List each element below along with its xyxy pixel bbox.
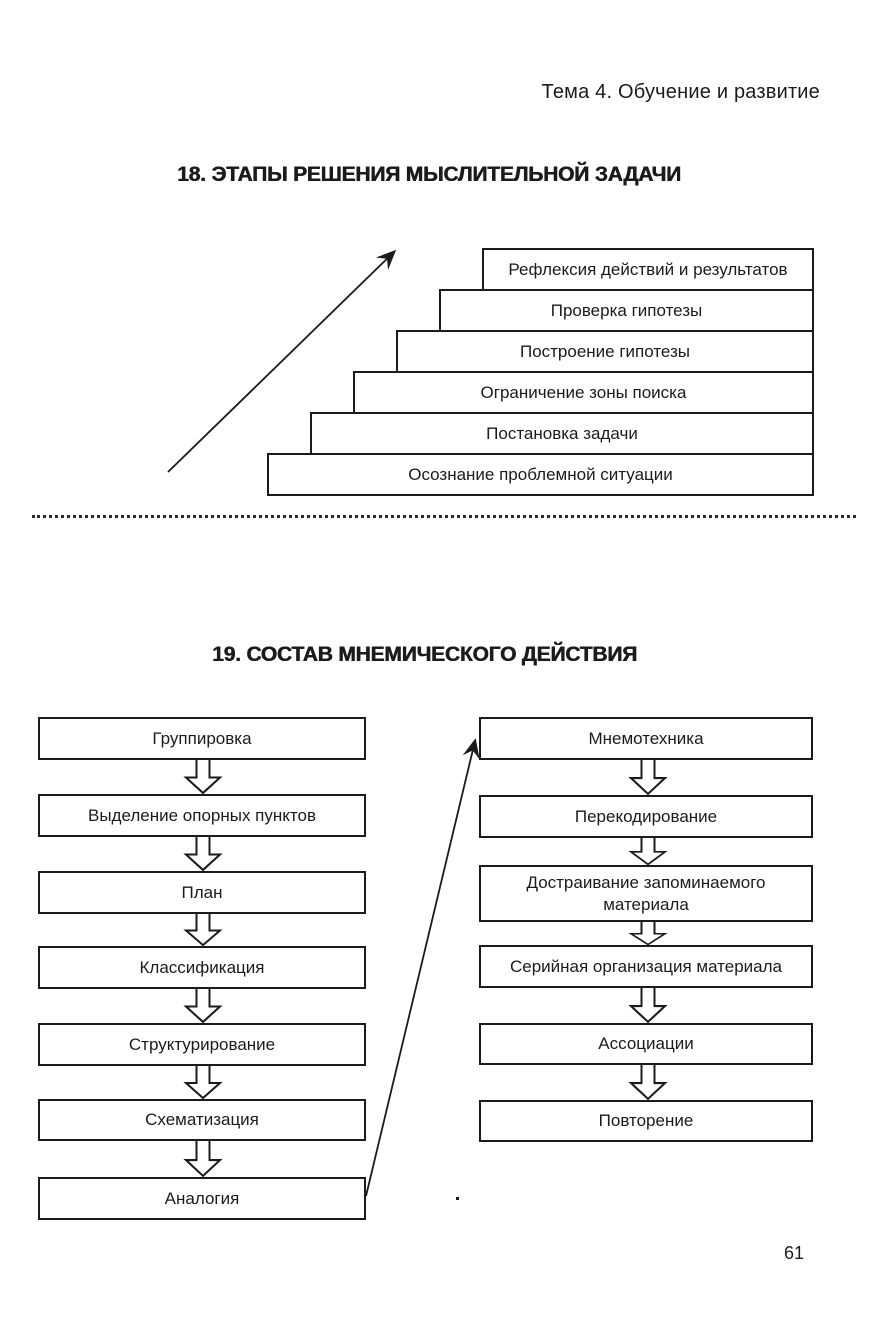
flow-box-left: [38, 794, 366, 837]
down-double-arrow-icon: [626, 920, 670, 946]
flow-box-label: Серийная организация материала: [509, 956, 783, 976]
down-double-arrow-icon: [626, 836, 670, 866]
flow-box-right: [479, 945, 813, 988]
stair-step: [353, 371, 814, 414]
flow-box-right: [479, 1023, 813, 1065]
stair-step-label: Постановка задачи: [486, 423, 638, 443]
stair-step-label: Построение гипотезы: [519, 341, 691, 361]
down-double-arrow-icon: [181, 1140, 225, 1178]
flow-box-label: Структурирование: [128, 1034, 276, 1054]
stair-step-label: Проверка гипотезы: [550, 300, 703, 320]
flow-box-left: [38, 946, 366, 989]
down-double-arrow-icon: [626, 1063, 670, 1101]
flow-box-label: Группировка: [152, 728, 252, 748]
dotted-divider: [32, 515, 856, 518]
running-header: Тема 4. Обучение и развитие: [541, 81, 820, 103]
stair-step: [439, 289, 814, 332]
flow-box-left: [38, 717, 366, 760]
down-double-arrow-icon: [626, 758, 670, 796]
stair-step-label: Осознание проблемной ситуации: [408, 464, 673, 484]
flow-box-label: Ассоциации: [598, 1034, 694, 1054]
ascending-arrow-icon: [140, 235, 420, 485]
flow-box-right: [479, 865, 813, 922]
section-title-18: 18. ЭТАПЫ РЕШЕНИЯ МЫСЛИТЕЛЬНОЙ ЗАДАЧИ: [177, 163, 681, 186]
flow-box-label: Повторение: [598, 1111, 694, 1131]
flow-box-right: [479, 717, 813, 760]
flow-box-left: [38, 1023, 366, 1066]
section-title-19: 19. СОСТАВ МНЕМИЧЕСКОГО ДЕЙСТВИЯ: [212, 643, 637, 666]
diagonal-link-arrow-icon: [350, 725, 490, 1205]
page-number: 61: [784, 1243, 805, 1263]
flow-box-label: Выделение опорных пунктов: [87, 805, 316, 825]
flow-box-right: [479, 795, 813, 838]
flow-box-left: [38, 1177, 366, 1220]
flow-box-label: Перекодирование: [574, 806, 718, 826]
flow-box-label: Схематизация: [145, 1110, 259, 1130]
down-double-arrow-icon: [181, 987, 225, 1024]
flow-box-label: План: [181, 882, 223, 902]
down-double-arrow-icon: [626, 986, 670, 1024]
flow-box-label: Аналогия: [164, 1188, 240, 1208]
flow-box-label: Достраивание запоминаемого материала: [526, 873, 766, 914]
down-double-arrow-icon: [181, 758, 225, 795]
flow-box-label: Классификация: [139, 957, 265, 977]
down-double-arrow-icon: [181, 1064, 225, 1100]
down-double-arrow-icon: [181, 912, 225, 947]
stair-step-label: Рефлексия действий и результатов: [508, 259, 788, 279]
flow-box-label: Мнемотехника: [588, 728, 704, 748]
print-speck: [456, 1197, 459, 1200]
flow-box-left: [38, 871, 366, 914]
down-double-arrow-icon: [181, 835, 225, 872]
stair-step-label: Ограничение зоны поиска: [480, 382, 687, 402]
flow-box-right: [479, 1100, 813, 1142]
stair-step: [482, 248, 814, 291]
flow-box-left: [38, 1099, 366, 1141]
stair-step: [396, 330, 814, 373]
